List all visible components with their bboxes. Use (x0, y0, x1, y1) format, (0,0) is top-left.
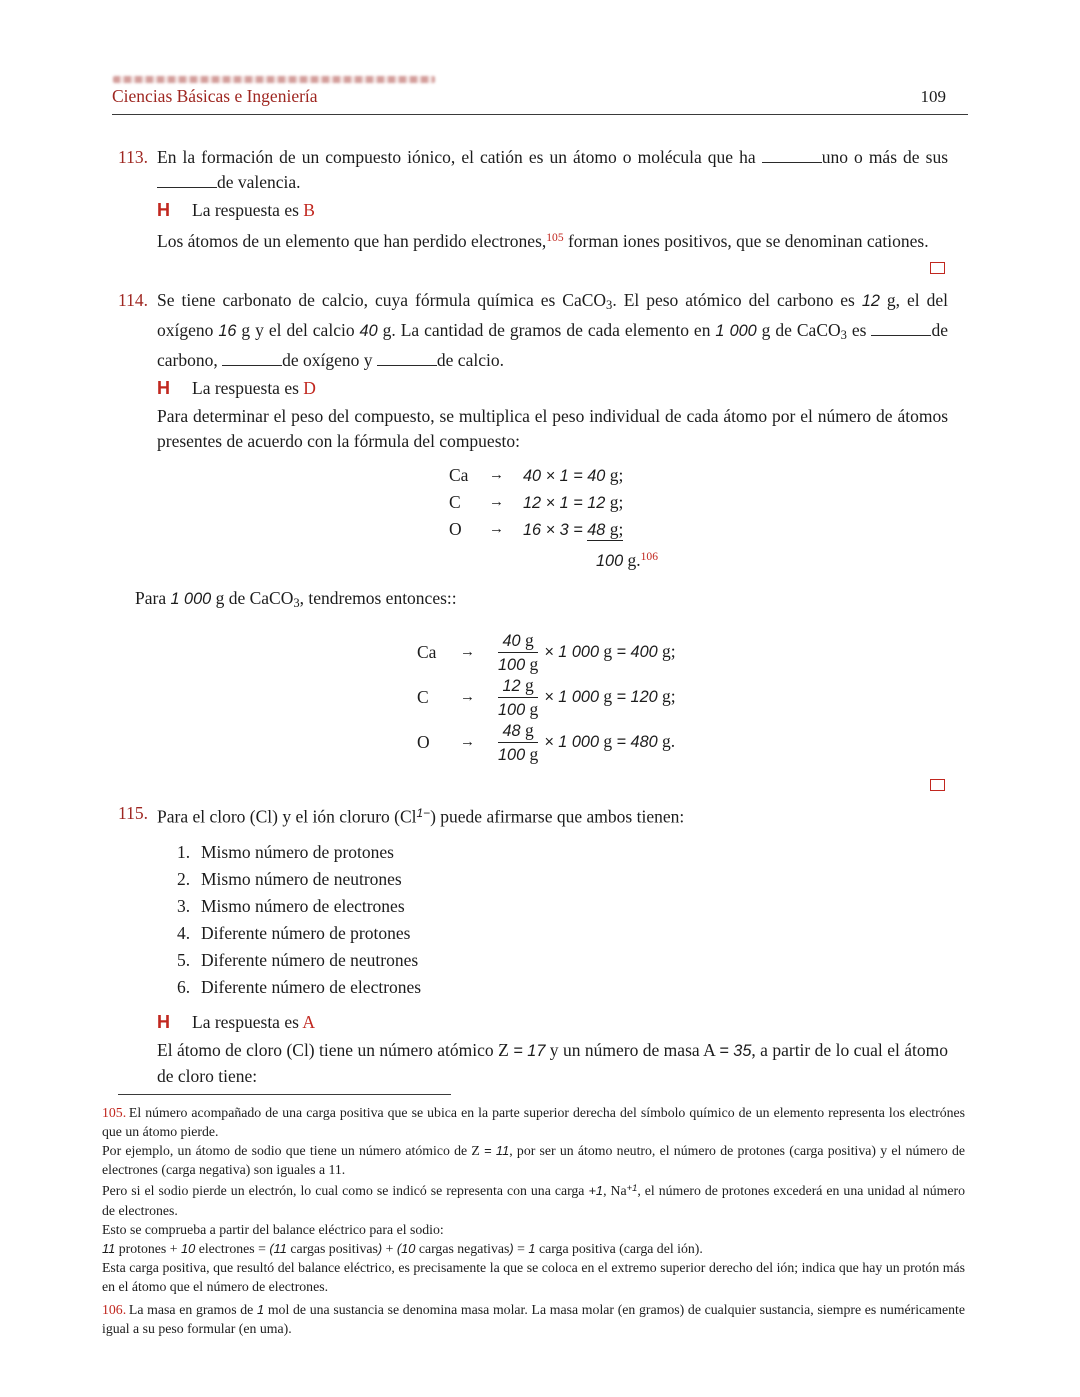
list-item-label: Mismo número de protones (201, 842, 394, 863)
question-115-body (157, 801, 948, 1089)
question-114-number: 114. (118, 289, 148, 310)
sum-underlined: 48 g; (587, 519, 624, 540)
equation-expression: 40 × 1 = 40 g; (523, 465, 624, 486)
equation-block-2 (417, 630, 948, 765)
cropped-text-artifact (113, 76, 435, 83)
list-item-number: 2. (177, 869, 191, 890)
footnotes (102, 1103, 965, 1337)
question-114 (118, 288, 948, 791)
equation-sum-stack (523, 516, 658, 572)
answer-text (192, 198, 315, 223)
list-item-label: Diferente número de neutrones (201, 950, 419, 971)
question-114-body (135, 288, 948, 791)
end-of-answer-square-icon (930, 779, 945, 791)
arrow-icon: → (489, 494, 504, 511)
list-item-number: 6. (177, 977, 191, 998)
list-item (177, 893, 948, 920)
page-header (112, 84, 968, 115)
question-113-body (157, 145, 948, 274)
equation-rest: × 1 000 g = 120 g; (544, 686, 676, 707)
fraction (498, 676, 538, 719)
element-symbol: O (449, 519, 462, 540)
list-item-number: 1. (177, 842, 191, 863)
footnote-equation: 11 protones + 10 electrones = (11 cargas positivas) + (10 cargas negativas) = 1 carga positiva (carga del ión). (102, 1240, 703, 1256)
element-symbol: C (449, 492, 461, 513)
fraction (498, 721, 538, 764)
list-item (177, 974, 948, 1001)
arrow-icon: → (460, 688, 475, 705)
list-item-label: Mismo número de electrones (201, 896, 405, 917)
footnote-paragraph: Esta carga positiva, que resultó del balance eléctrico, es precisamente la que se coloca en el extremo superior derecho del ión; indica que hay un protón más en el átomo que el número de electrones. (102, 1259, 965, 1294)
answer-prefix: La respuesta es (192, 1012, 303, 1033)
answer-marker-icon: H (157, 378, 170, 399)
sum-total: 100 g. (596, 549, 641, 570)
list-item-label: Mismo número de neutrones (201, 869, 402, 890)
question-114-explanation-intro: Para determinar el peso del compuesto, se multiplica el peso individual de cada átomo por el número de átomos presentes de acuerdo con la fórmula del compuesto: (157, 406, 948, 452)
answer-text (192, 376, 316, 401)
footnote-ref-106: 106 (640, 551, 658, 564)
answer-prefix: La respuesta es (192, 200, 304, 220)
sum-total-line (596, 543, 658, 572)
fraction (498, 631, 538, 674)
question-115-number: 115. (118, 802, 148, 823)
fraction-numerator: 12 g (498, 676, 538, 698)
answer-prefix: La respuesta es (192, 378, 304, 399)
answer-marker-icon: H (157, 1012, 170, 1033)
equation-row (449, 489, 948, 516)
sum-pre: 16 × 3 = (523, 521, 588, 540)
list-item (177, 947, 948, 974)
arrow-icon: → (460, 733, 475, 750)
question-113 (118, 145, 948, 274)
list-item-number: 4. (177, 923, 191, 944)
question-114-answer-line (157, 376, 948, 401)
footnote-105 (102, 1103, 965, 1295)
element-symbol: Ca (449, 465, 469, 486)
answer-letter: D (303, 378, 316, 399)
fraction-numerator: 48 g (498, 721, 538, 743)
question-113-text: En la formación de un compuesto iónico, el catión es un átomo o molécula que ha uno o más de sus de valencia. (157, 147, 948, 192)
list-item (177, 920, 948, 947)
arrow-icon: → (460, 643, 475, 660)
element-symbol: Ca (417, 641, 437, 662)
equation-row (449, 516, 948, 572)
element-symbol: O (417, 731, 430, 752)
question-113-number: 113. (118, 147, 148, 167)
sum-top-line (523, 519, 623, 541)
equation-expression: 12 × 1 = 12 g; (523, 492, 624, 513)
footnote-paragraph: Esto se comprueba a partir del balance eléctrico para el sodio: (102, 1221, 444, 1237)
header-title: Ciencias Básicas e Ingeniería (112, 86, 318, 106)
equation-rest: × 1 000 g = 400 g; (544, 641, 676, 662)
fraction-denominator: 100 g (498, 653, 539, 674)
question-115-explanation: El átomo de cloro (Cl) tiene un número atómico Z = 17 y un número de masa A = 35, a partir de lo cual el átomo de cloro tiene: (157, 1040, 948, 1087)
element-symbol: C (417, 686, 429, 707)
question-114-between-text: Para 1 000 g de CaCO3, tendremos entonces:: (135, 587, 457, 610)
page-number: 109 (920, 87, 946, 106)
list-item (177, 866, 948, 893)
footnote-106 (102, 1300, 965, 1338)
footnote-paragraph: 106. La masa en gramos de 1 mol de una sustancia se denomina masa molar. La masa molar (en gramos) de cualquier sustancia, siempre es numéricamente igual a su peso formular (en uma). (102, 1301, 965, 1336)
answer-text (192, 1010, 315, 1035)
answer-letter: A (302, 1012, 315, 1033)
equation-row (449, 462, 948, 489)
footnote-paragraph: Por ejemplo, un átomo de sodio que tiene un número atómico de Z = 11, por ser un átomo neutro, el número de protones (carga positiva) y el número de electrones (carga negativa) son iguales a 11. (102, 1143, 965, 1178)
answer-marker-icon: H (157, 200, 170, 220)
page-content (0, 145, 1080, 1338)
equation-row (417, 630, 948, 675)
fraction-denominator: 100 g (498, 743, 539, 764)
list-item-number: 5. (177, 950, 191, 971)
end-of-answer-square-icon (930, 262, 945, 274)
question-115-text: Para el cloro (Cl) y el ión cloruro $(Cl^{1-})$ puede afirmarse que ambos tienen: (157, 805, 685, 827)
arrow-icon: → (489, 467, 504, 484)
arrow-icon: → (489, 521, 504, 538)
footnote-paragraph: 105. El número acompañado de una carga positiva que se ubica en la parte superior derecha del símbolo químico de un elemento representa los electrónes que un átomo pierde. (102, 1105, 965, 1140)
equation-row (417, 675, 948, 720)
equation-block-1 (449, 462, 948, 572)
list-item-label: Diferente número de protones (201, 923, 411, 944)
equation-rest: × 1 000 g = 480 g. (544, 731, 676, 752)
footnote-paragraph: Pero si el sodio pierde un electrón, lo cual como se indicó se representa con una carga +1, $Na^{+1}$, el número de protones excederá en una unidad al número de electrones. (102, 1183, 965, 1218)
footnote-separator (118, 1094, 451, 1095)
question-113-answer-line (157, 198, 948, 223)
list-item-label: Diferente número de electrones (201, 977, 422, 998)
question-115 (118, 801, 948, 1089)
fraction-numerator: 40 g (498, 631, 538, 653)
question-114-text: Se tiene carbonato de calcio, cuya fórmula química es CaCO3. El peso atómico del carbono es 12 g, el del oxígeno 16 g y el del calcio 40 g. La cantidad de gramos de cada elemento en 1 000 g de CaCO3 es de carbono, de oxígeno y de calcio. (157, 289, 948, 371)
equation-row (417, 720, 948, 765)
list-item-number: 3. (177, 896, 191, 917)
list-item (177, 839, 948, 866)
fraction-denominator: 100 g (498, 698, 539, 719)
question-115-answer-line (157, 1010, 948, 1035)
options-list (177, 839, 948, 1001)
answer-letter: B (303, 200, 315, 220)
question-113-explanation: Los átomos de un elemento que han perdido electrones,$^{105}$ forman iones positivos, que se denominan cationes. (157, 230, 929, 251)
